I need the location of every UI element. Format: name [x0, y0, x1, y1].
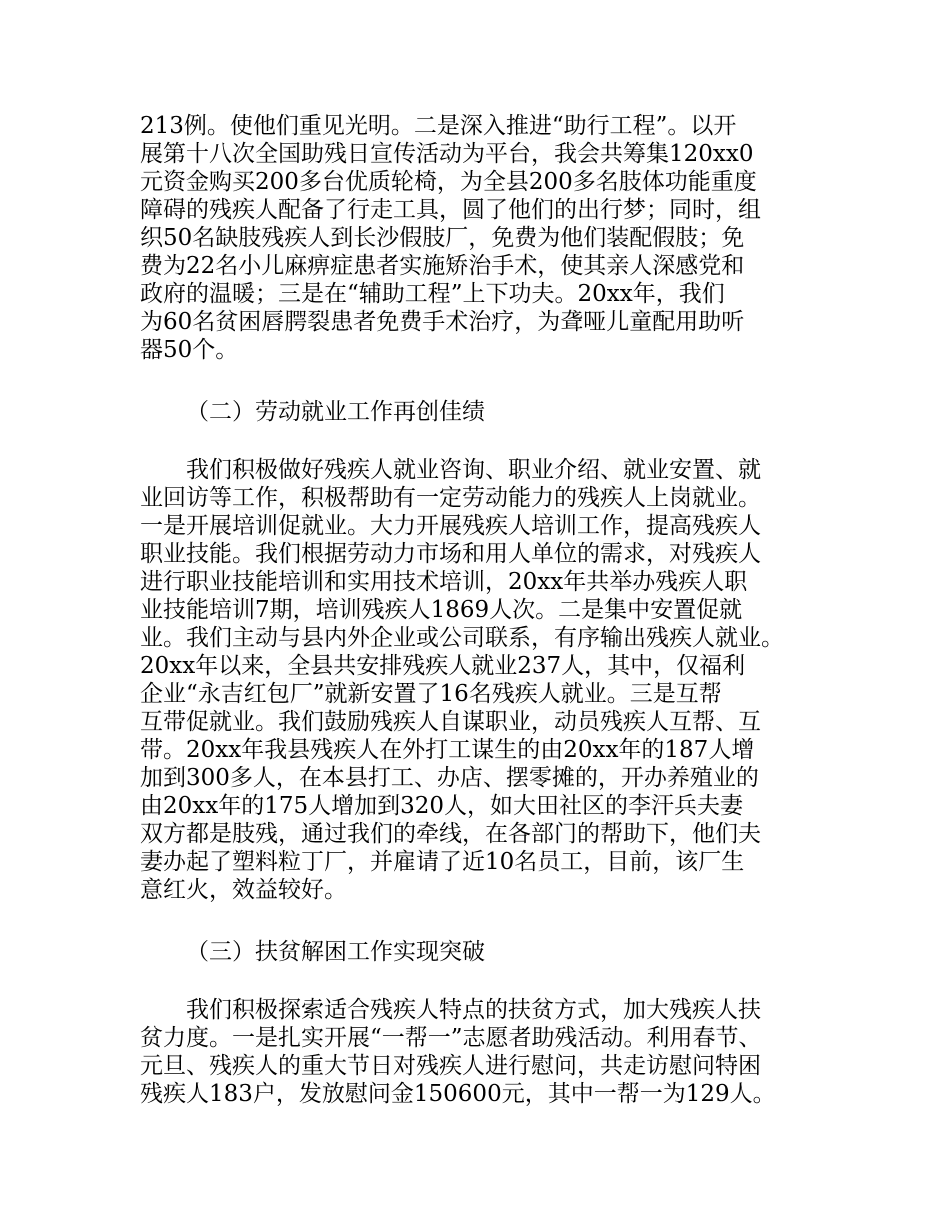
text-line: 进行职业技能培训和实用技术培训，20xx年共举办残疾人职 — [140, 569, 748, 595]
text-line: 残疾人183户，发放慰问金150600元，其中一帮一为129人。 — [140, 1081, 776, 1107]
spacer — [140, 426, 812, 456]
section-heading-3: （三）扶贫解困工作实现突破 — [186, 939, 485, 965]
text-line: 互带促就业。我们鼓励残疾人自谋职业，动员残疾人互帮、互 — [140, 709, 761, 735]
paragraph-2 — [140, 456, 812, 904]
text-line: 双方都是肢残，通过我们的牵线，在各部门的帮助下，他们夫 — [140, 821, 761, 847]
spacer — [140, 364, 812, 398]
text-line: 器50个。 — [140, 337, 239, 363]
text-line: 政府的温暖；三是在“辅助工程”上下功夫。20xx年，我们 — [140, 281, 725, 307]
text-line: 20xx年以来，全县共安排残疾人就业237人，其中，仅福利 — [140, 653, 746, 679]
paragraph-3 — [140, 996, 812, 1108]
text-line: 我们积极探索适合残疾人特点的扶贫方式，加大残疾人扶 — [186, 997, 761, 1023]
text-line: 带。20xx年我县残疾人在外打工谋生的由20xx年的187人增 — [140, 737, 755, 763]
text-line: 元旦、残疾人的重大节日对残疾人进行慰问，共走访慰问特困 — [140, 1053, 761, 1079]
text-line: 一是开展培训促就业。大力开展残疾人培训工作，提高残疾人 — [140, 513, 761, 539]
text-line: 加到300多人，在本县打工、办店、摆零摊的，开办养殖业的 — [140, 765, 759, 791]
section-heading-2: （二）劳动就业工作再创佳绩 — [186, 399, 485, 425]
text-line: 我们积极做好残疾人就业咨询、职业介绍、就业安置、就 — [186, 457, 761, 483]
text-line: 贫力度。一是扎实开展“一帮一”志愿者助残活动。利用春节、 — [140, 1025, 762, 1051]
text-line: 业回访等工作，积极帮助有一定劳动能力的残疾人上岗就业。 — [140, 485, 761, 511]
text-line: 织50名缺肢残疾人到长沙假肢厂，免费为他们装配假肢；免 — [140, 225, 745, 251]
text-line: 展第十八次全国助残日宣传活动为平台，我会共筹集120xx0 — [140, 141, 754, 167]
spacer — [140, 904, 812, 938]
text-line: 由20xx年的175人增加到320人，如大田社区的李汗兵夫妻 — [140, 793, 744, 819]
text-line: 企业“永吉红包厂”就新安置了16名残疾人就业。三是互帮 — [140, 681, 722, 707]
text-line: 元资金购买200多台优质轮椅，为全县200多名肢体功能重度 — [140, 169, 757, 195]
paragraph-1 — [140, 112, 812, 364]
spacer — [140, 966, 812, 996]
text-line: 为60名贫困唇腭裂患者免费手术治疗，为聋哑儿童配用助听 — [140, 309, 745, 335]
text-line: 职业技能。我们根据劳动力市场和用人单位的需求，对残疾人 — [140, 541, 761, 567]
text-line: 障碍的残疾人配备了行走工具，圆了他们的出行梦；同时，组 — [140, 197, 761, 223]
text-line: 业。我们主动与县内外企业或公司联系，有序输出残疾人就业。 — [140, 625, 784, 651]
text-line: 妻办起了塑料粒丁厂，并雇请了近10名员工，目前，该厂生 — [140, 849, 745, 875]
text-line: 费为22名小儿麻痹症患者实施矫治手术，使其亲人深感党和 — [140, 253, 745, 279]
text-line: 意红火，效益较好。 — [140, 877, 347, 903]
text-line: 213例。使他们重见光明。二是深入推进“助行工程”。以开 — [140, 113, 737, 139]
text-line: 业技能培训7期，培训残疾人1869人次。二是集中安置促就 — [140, 597, 743, 623]
document-body — [140, 112, 812, 1108]
